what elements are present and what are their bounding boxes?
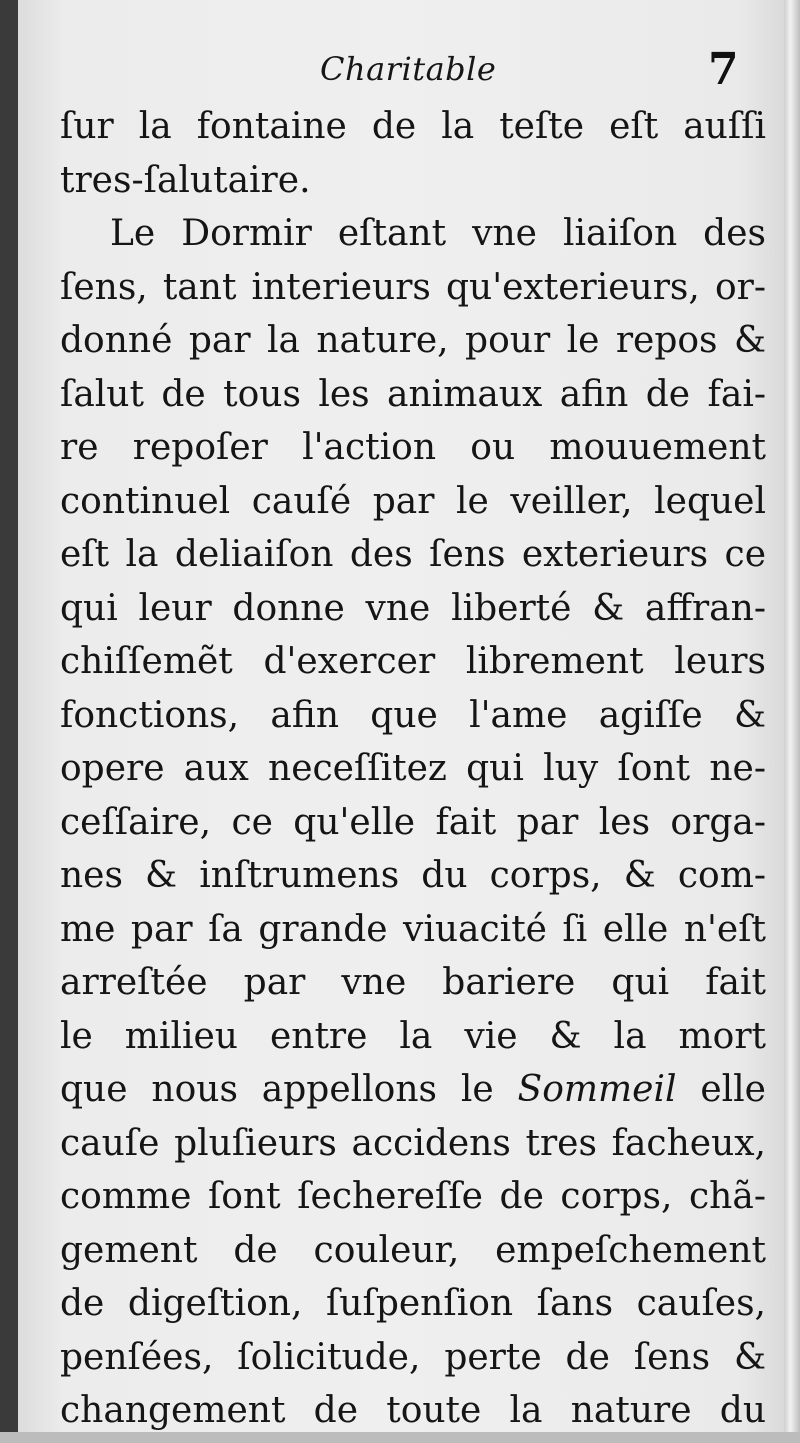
text-line: ſalut de tous les animaux afin de fai-	[60, 373, 766, 415]
text-line: eſt la deliaiſon des ſens exterieurs ce	[60, 534, 766, 575]
text-line: nes & inſtrumens du corps, & com-	[60, 855, 766, 896]
book-page	[18, 0, 784, 1432]
text-line: me par ſa grande viuacité ſi elle n'eſt	[60, 908, 766, 950]
text-line: cauſe pluſieurs accidens tres facheux,	[60, 1122, 766, 1164]
text-line: comme ſont ſechereſſe de corps, chã-	[60, 1176, 766, 1217]
italic-term: Sommeil	[517, 1069, 677, 1110]
page-edge-bottom	[0, 1432, 800, 1443]
text-segment: que nous appellons le	[60, 1069, 518, 1110]
text-line-with-italic	[60, 1063, 766, 1117]
text-line: tres-ſalutaire.	[60, 159, 311, 201]
text-line: ſens, tant interieurs qu'exterieurs, or-	[60, 266, 766, 308]
text-line: continuel cauſé par le veiller, lequel	[60, 480, 766, 522]
body-text	[60, 100, 766, 1432]
text-segment: elle	[676, 1069, 766, 1110]
text-line: qui leur donne vne liberté & affran-	[60, 587, 766, 629]
text-line: ſur la fontaine de la teſte eſt auſſi	[60, 106, 766, 147]
text-line: changement de toute la nature du	[60, 1390, 766, 1431]
text-line: penſées, ſolicitude, perte de ſens &	[60, 1336, 766, 1378]
text-line: fonctions, afin que l'ame agiſſe &	[60, 694, 766, 736]
text-line: de digeſtion, ſuſpenſion ſans cauſes,	[60, 1283, 766, 1324]
page-header	[18, 44, 784, 104]
text-line: donné par la nature, pour le repos &	[60, 320, 766, 361]
page-number: 7	[708, 44, 739, 95]
page-edge-right	[784, 0, 800, 1443]
text-line: opere aux neceſſitez qui luy ſont ne-	[60, 748, 766, 789]
running-title: Charitable	[320, 50, 497, 88]
paragraph-start-line: Le Dormir eſtant vne liaiſon des	[110, 213, 766, 254]
text-line: gement de couleur, empeſchement	[60, 1229, 766, 1271]
text-line: arreſtée par vne bariere qui fait	[60, 962, 766, 1003]
text-line: chiſſemẽt d'exercer librement leurs	[60, 641, 766, 682]
text-line: re repoſer l'action ou mouuement	[60, 427, 766, 468]
text-line: le milieu entre la vie & la mort	[60, 1015, 766, 1057]
text-line: ceſſaire, ce qu'elle fait par les orga-	[60, 801, 766, 843]
